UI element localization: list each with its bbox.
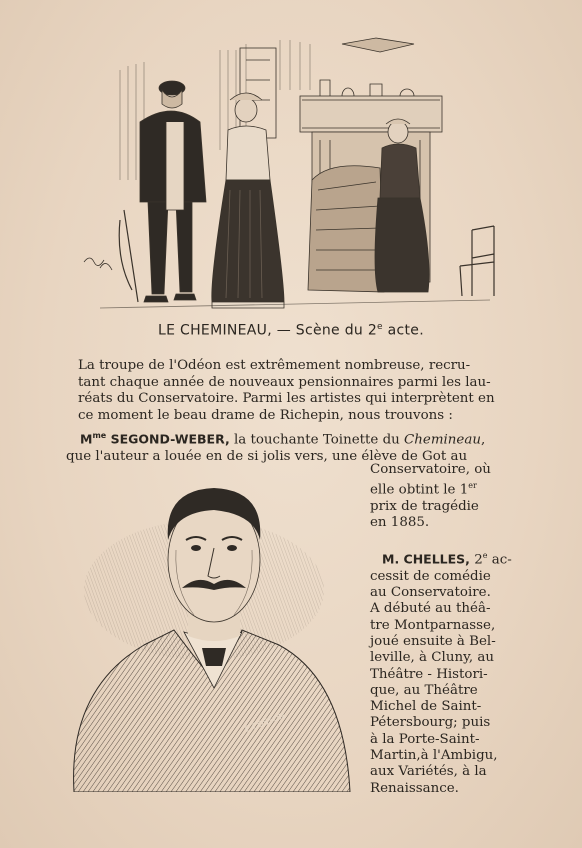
column-line-sup: er bbox=[468, 481, 477, 491]
entry-segond-weber bbox=[66, 428, 506, 465]
column-line-text: elle obtint le 1 bbox=[370, 482, 469, 498]
intro-paragraph bbox=[78, 358, 506, 424]
column-line: cessit de comédie bbox=[370, 568, 491, 584]
entry-chelles bbox=[370, 548, 510, 797]
entry1-text-a: la touchante Toinette du bbox=[229, 432, 405, 448]
intro-line: réats du Conservatoire. Parmi les artistes qui interprètent en bbox=[78, 391, 495, 406]
column-line: à la Porte-Saint- bbox=[370, 731, 480, 747]
column-line bbox=[370, 548, 510, 569]
column-line-text: ac- bbox=[487, 552, 512, 568]
entry1-text-b: , bbox=[480, 432, 486, 448]
column-line: aux Variétés, à la bbox=[370, 764, 487, 780]
column-line: tre Montparnasse, bbox=[370, 617, 496, 633]
actor-name: SEGOND-WEBER, bbox=[106, 431, 230, 447]
column-line: en 1885. bbox=[370, 515, 430, 531]
column-line-sup: e bbox=[482, 551, 488, 560]
entry1-line1 bbox=[66, 428, 506, 449]
portrait-signature: E.COSSON bbox=[243, 711, 287, 734]
entry1-column bbox=[370, 462, 510, 532]
column-line-text: 2 bbox=[469, 552, 483, 568]
portrait-illustration bbox=[64, 470, 356, 792]
column-line: A débuté au théâ- bbox=[370, 601, 491, 617]
intro-line: ce moment le beau drame de Richepin, nous trouvons : bbox=[78, 407, 453, 423]
column-line: Pétersbourg; puis bbox=[370, 715, 491, 731]
column-line: au Conservatoire. bbox=[370, 585, 491, 601]
column-line: Théâtre - Histori- bbox=[370, 666, 488, 682]
column-line: prix de tragédie bbox=[370, 499, 479, 515]
column-line: leville, à Cluny, au bbox=[370, 650, 494, 666]
column-line: Michel de Saint- bbox=[370, 699, 482, 715]
column-line: que, au Théâtre bbox=[370, 682, 478, 698]
intro-line: La troupe de l'Odéon est extrêmement nombreuse, recru- bbox=[78, 358, 471, 373]
caption-sup: e bbox=[377, 322, 383, 332]
actor-name-sup: me bbox=[92, 431, 107, 440]
column-line: Conservatoire, où bbox=[370, 462, 491, 477]
actor-name: M. CHELLES, bbox=[382, 551, 470, 567]
scene-illustration bbox=[80, 30, 502, 318]
column-line: Renaissance. bbox=[370, 780, 459, 796]
illustration-caption bbox=[0, 322, 582, 339]
intro-line: tant chaque année de nouveaux pensionnaires parmi les lau- bbox=[78, 374, 491, 390]
actor-name-prefix: M bbox=[80, 431, 93, 447]
caption-title: LE CHEMINEAU, — Scène du 2 bbox=[158, 322, 378, 339]
column-line: joué ensuite à Bel- bbox=[370, 633, 496, 649]
column-line bbox=[370, 478, 510, 499]
column-line: Martin,à l'Ambigu, bbox=[370, 748, 498, 764]
caption-tail: acte. bbox=[382, 322, 424, 339]
play-title: Chemineau bbox=[404, 432, 481, 448]
entry1-line2: que l'auteur a louée en de si jolis vers, une élève de Got au bbox=[66, 448, 468, 464]
